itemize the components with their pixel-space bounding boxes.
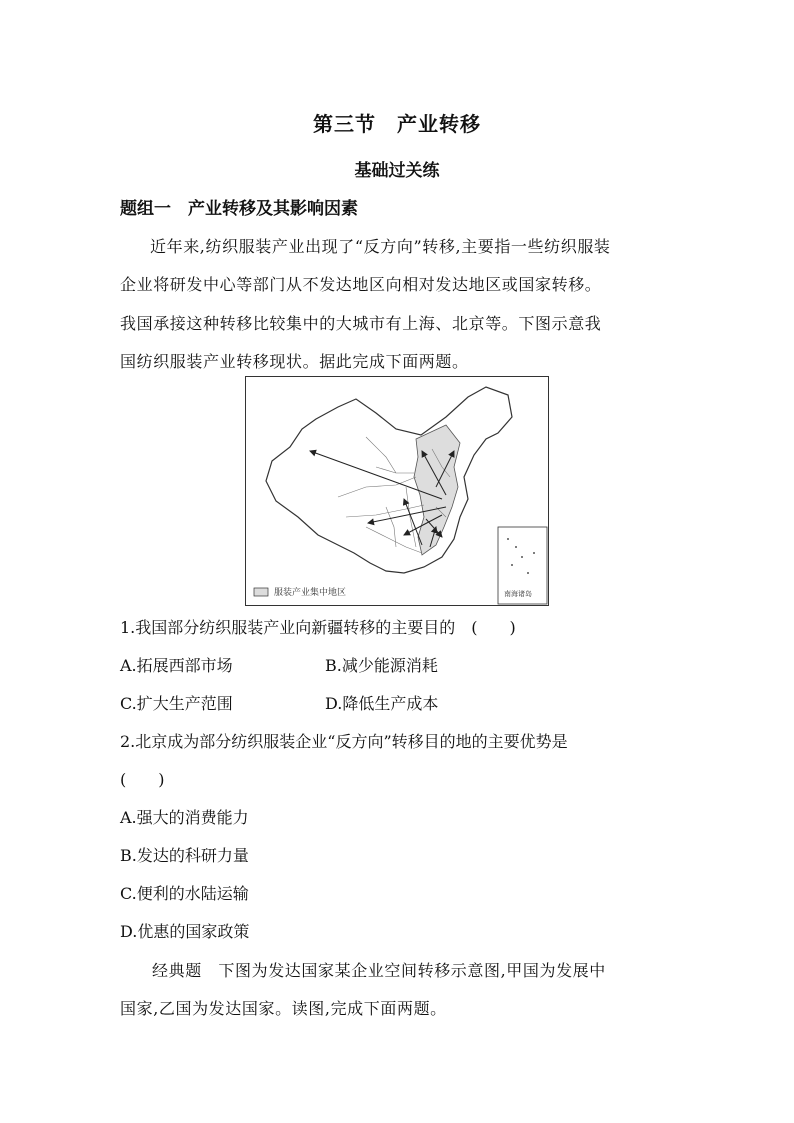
question-2-bracket: ( ) <box>120 770 165 789</box>
intro-line-3: 我国承接这种转移比较集中的大城市有上海、北京等。下图示意我 <box>120 314 602 333</box>
q1-option-a: A.拓展西部市场 <box>120 656 233 675</box>
page-title: 第三节 产业转移 <box>313 112 481 136</box>
classic-intro-line-1: 经典题 下图为发达国家某企业空间转移示意图,甲国为发展中 <box>152 961 606 980</box>
question-group-heading: 题组一 产业转移及其影响因素 <box>120 199 358 219</box>
classic-intro-line-2: 国家,乙国为发达国家。读图,完成下面两题。 <box>120 999 447 1018</box>
question-2-stem: 2.北京成为部分纺织服装企业“反方向”转移目的地的主要优势是 <box>120 732 568 751</box>
q2-option-a: A.强大的消费能力 <box>120 808 249 827</box>
intro-line-1: 近年来,纺织服装产业出现了“反方向”转移,主要指一些纺织服装 <box>150 237 611 256</box>
intro-line-4: 国纺织服装产业转移现状。据此完成下面两题。 <box>120 352 469 371</box>
china-textile-transfer-map <box>245 376 549 606</box>
legend-swatch <box>254 588 268 596</box>
intro-line-2: 企业将研发中心等部门从不发达地区向相对发达地区或国家转移。 <box>120 275 602 294</box>
inset-label: 南海诸岛 <box>504 590 532 598</box>
q1-option-b: B.减少能源消耗 <box>325 656 438 675</box>
question-1-stem: 1.我国部分纺织服装产业向新疆转移的主要目的 ( ) <box>120 618 516 637</box>
q1-option-d: D.降低生产成本 <box>325 694 439 713</box>
q2-option-c: C.便利的水陆运输 <box>120 884 249 903</box>
legend-label: 服装产业集中地区 <box>274 588 347 598</box>
map-figure <box>246 377 548 605</box>
section-subtitle: 基础过关练 <box>354 161 440 181</box>
q1-option-c: C.扩大生产范围 <box>120 694 233 713</box>
q2-option-b: B.发达的科研力量 <box>120 846 249 865</box>
q2-option-d: D.优惠的国家政策 <box>120 922 250 941</box>
